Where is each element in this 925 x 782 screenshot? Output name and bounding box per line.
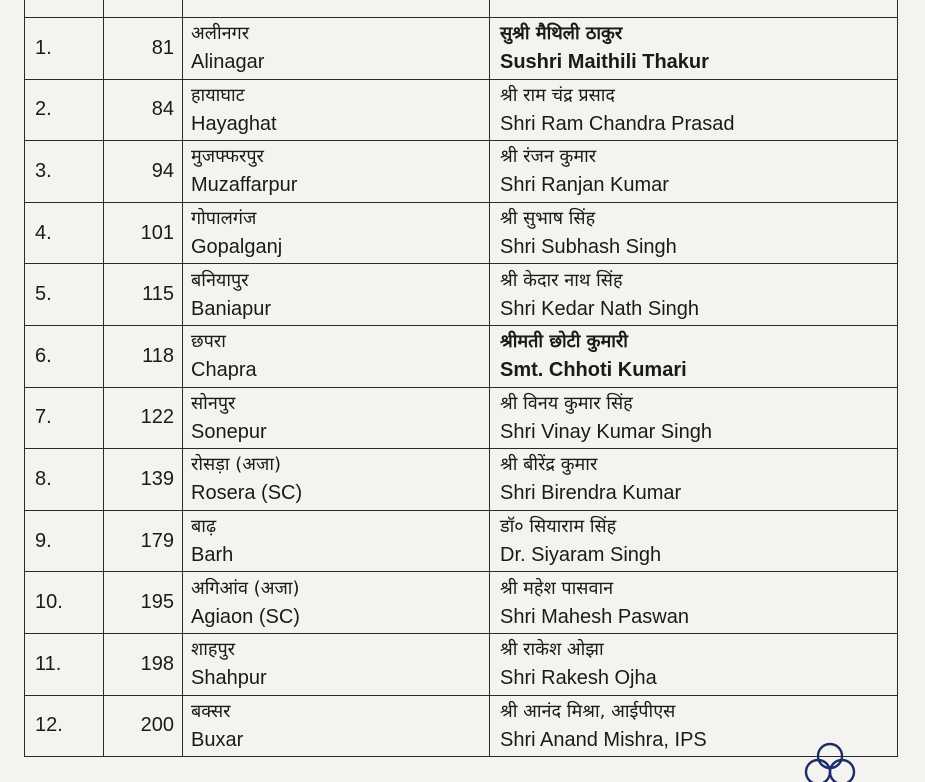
constituency-cell — [183, 510, 490, 572]
candidate-hindi: श्री केदार नाथ सिंह — [500, 269, 623, 291]
candidate-english: Shri Vinay Kumar Singh — [500, 420, 712, 443]
candidate-english: Shri Anand Mishra, IPS — [500, 728, 707, 751]
constituency-english: Chapra — [191, 359, 257, 382]
ac-number: 139 — [104, 449, 183, 511]
constituency-hindi: अगिआंव (अजा) — [191, 577, 300, 599]
candidate-english: Sushri Maithili Thakur — [500, 51, 709, 74]
constituency-hindi: मुजफ्फरपुर — [191, 146, 264, 168]
constituency-english: Sonepur — [191, 420, 267, 443]
candidate-cell — [490, 264, 898, 326]
candidate-cell — [490, 141, 898, 203]
candidate-hindi: श्री महेश पासवान — [500, 577, 614, 599]
ac-number: 115 — [104, 264, 183, 326]
ac-number: 101 — [104, 202, 183, 264]
constituency-cell — [183, 18, 490, 80]
candidate-cell — [490, 510, 898, 572]
candidate-hindi: सुश्री मैथिली ठाकुर — [500, 23, 623, 45]
constituency-english: Hayaghat — [191, 112, 277, 135]
constituency-english: Gopalganj — [191, 236, 283, 259]
candidate-hindi: श्री रंजन कुमार — [500, 146, 597, 168]
candidate-hindi: श्रीमती छोटी कुमारी — [500, 331, 628, 353]
constituency-cell — [183, 572, 490, 634]
candidate-hindi: श्री बीरेंद्र कुमार — [500, 454, 598, 476]
candidate-hindi: श्री राकेश ओझा — [500, 639, 604, 661]
ac-number: 198 — [104, 633, 183, 695]
constituency-english: Rosera (SC) — [191, 482, 303, 505]
header-serial — [25, 0, 104, 18]
constituency-cell — [183, 264, 490, 326]
header-candidate — [490, 0, 898, 18]
constituency-english: Barh — [191, 544, 234, 567]
constituency-cell — [183, 202, 490, 264]
candidate-english: Shri Mahesh Paswan — [500, 605, 689, 628]
candidate-cell — [490, 325, 898, 387]
ac-number: 122 — [104, 387, 183, 449]
table-body — [25, 18, 898, 757]
constituency-cell — [183, 387, 490, 449]
constituency-hindi: छपरा — [191, 331, 226, 353]
candidate-english: Shri Ranjan Kumar — [500, 174, 669, 197]
serial-number: 1. — [25, 18, 104, 80]
constituency-english: Muzaffarpur — [191, 174, 298, 197]
serial-number: 12. — [25, 695, 104, 757]
table-row — [25, 18, 898, 80]
party-logo-icon — [800, 742, 860, 782]
table-row — [25, 572, 898, 634]
candidate-english: Smt. Chhoti Kumari — [500, 359, 687, 382]
candidate-hindi: डॉ० सियाराम सिंह — [500, 516, 617, 538]
serial-number: 7. — [25, 387, 104, 449]
candidate-english: Shri Ram Chandra Prasad — [500, 112, 735, 135]
candidate-english: Shri Rakesh Ojha — [500, 667, 657, 690]
constituency-cell — [183, 79, 490, 141]
table-row — [25, 695, 898, 757]
constituency-cell — [183, 325, 490, 387]
constituency-english: Buxar — [191, 728, 244, 751]
ac-number: 200 — [104, 695, 183, 757]
ac-number: 84 — [104, 79, 183, 141]
serial-number: 2. — [25, 79, 104, 141]
constituency-hindi: गोपालगंज — [191, 208, 257, 230]
table-row — [25, 449, 898, 511]
header-constituency — [183, 0, 490, 18]
candidate-table — [24, 0, 898, 757]
candidate-hindi: श्री राम चंद्र प्रसाद — [500, 84, 615, 106]
candidate-cell — [490, 449, 898, 511]
serial-number: 6. — [25, 325, 104, 387]
ac-number: 118 — [104, 325, 183, 387]
candidate-cell — [490, 202, 898, 264]
constituency-hindi: बाढ़ — [191, 516, 217, 538]
ac-number: 94 — [104, 141, 183, 203]
constituency-english: Baniapur — [191, 297, 272, 320]
ac-number: 81 — [104, 18, 183, 80]
header-ac-number — [104, 0, 183, 18]
candidate-cell — [490, 79, 898, 141]
constituency-hindi: सोनपुर — [191, 392, 236, 414]
candidate-cell — [490, 572, 898, 634]
constituency-cell — [183, 695, 490, 757]
candidate-english: Shri Kedar Nath Singh — [500, 297, 700, 320]
table-row — [25, 633, 898, 695]
constituency-hindi: बनियापुर — [191, 269, 249, 291]
constituency-hindi: हायाघाट — [191, 84, 245, 106]
constituency-english: Alinagar — [191, 51, 265, 74]
constituency-cell — [183, 141, 490, 203]
table-header-row — [25, 0, 898, 18]
candidate-hindi: श्री आनंद मिश्रा, आईपीएस — [500, 700, 676, 722]
ac-number: 179 — [104, 510, 183, 572]
constituency-cell — [183, 449, 490, 511]
constituency-english: Shahpur — [191, 667, 267, 690]
serial-number: 3. — [25, 141, 104, 203]
candidate-cell — [490, 18, 898, 80]
candidate-english: Shri Birendra Kumar — [500, 482, 682, 505]
constituency-english: Agiaon (SC) — [191, 605, 300, 628]
constituency-hindi: शाहपुर — [191, 639, 236, 661]
serial-number: 8. — [25, 449, 104, 511]
table-row — [25, 325, 898, 387]
candidate-cell — [490, 633, 898, 695]
candidate-hindi: श्री सुभाष सिंह — [500, 208, 596, 230]
table-row — [25, 141, 898, 203]
table-row — [25, 510, 898, 572]
table-row — [25, 387, 898, 449]
candidate-hindi: श्री विनय कुमार सिंह — [500, 392, 633, 414]
serial-number: 5. — [25, 264, 104, 326]
candidate-english: Dr. Siyaram Singh — [500, 544, 662, 567]
constituency-hindi: बक्सर — [191, 700, 231, 722]
table-row — [25, 202, 898, 264]
serial-number: 11. — [25, 633, 104, 695]
candidate-english: Shri Subhash Singh — [500, 236, 677, 259]
serial-number: 10. — [25, 572, 104, 634]
ac-number: 195 — [104, 572, 183, 634]
constituency-cell — [183, 633, 490, 695]
constituency-hindi: रोसड़ा (अजा) — [191, 454, 282, 476]
table-row — [25, 264, 898, 326]
serial-number: 4. — [25, 202, 104, 264]
candidate-cell — [490, 387, 898, 449]
constituency-hindi: अलीनगर — [191, 23, 250, 45]
table-row — [25, 79, 898, 141]
serial-number: 9. — [25, 510, 104, 572]
